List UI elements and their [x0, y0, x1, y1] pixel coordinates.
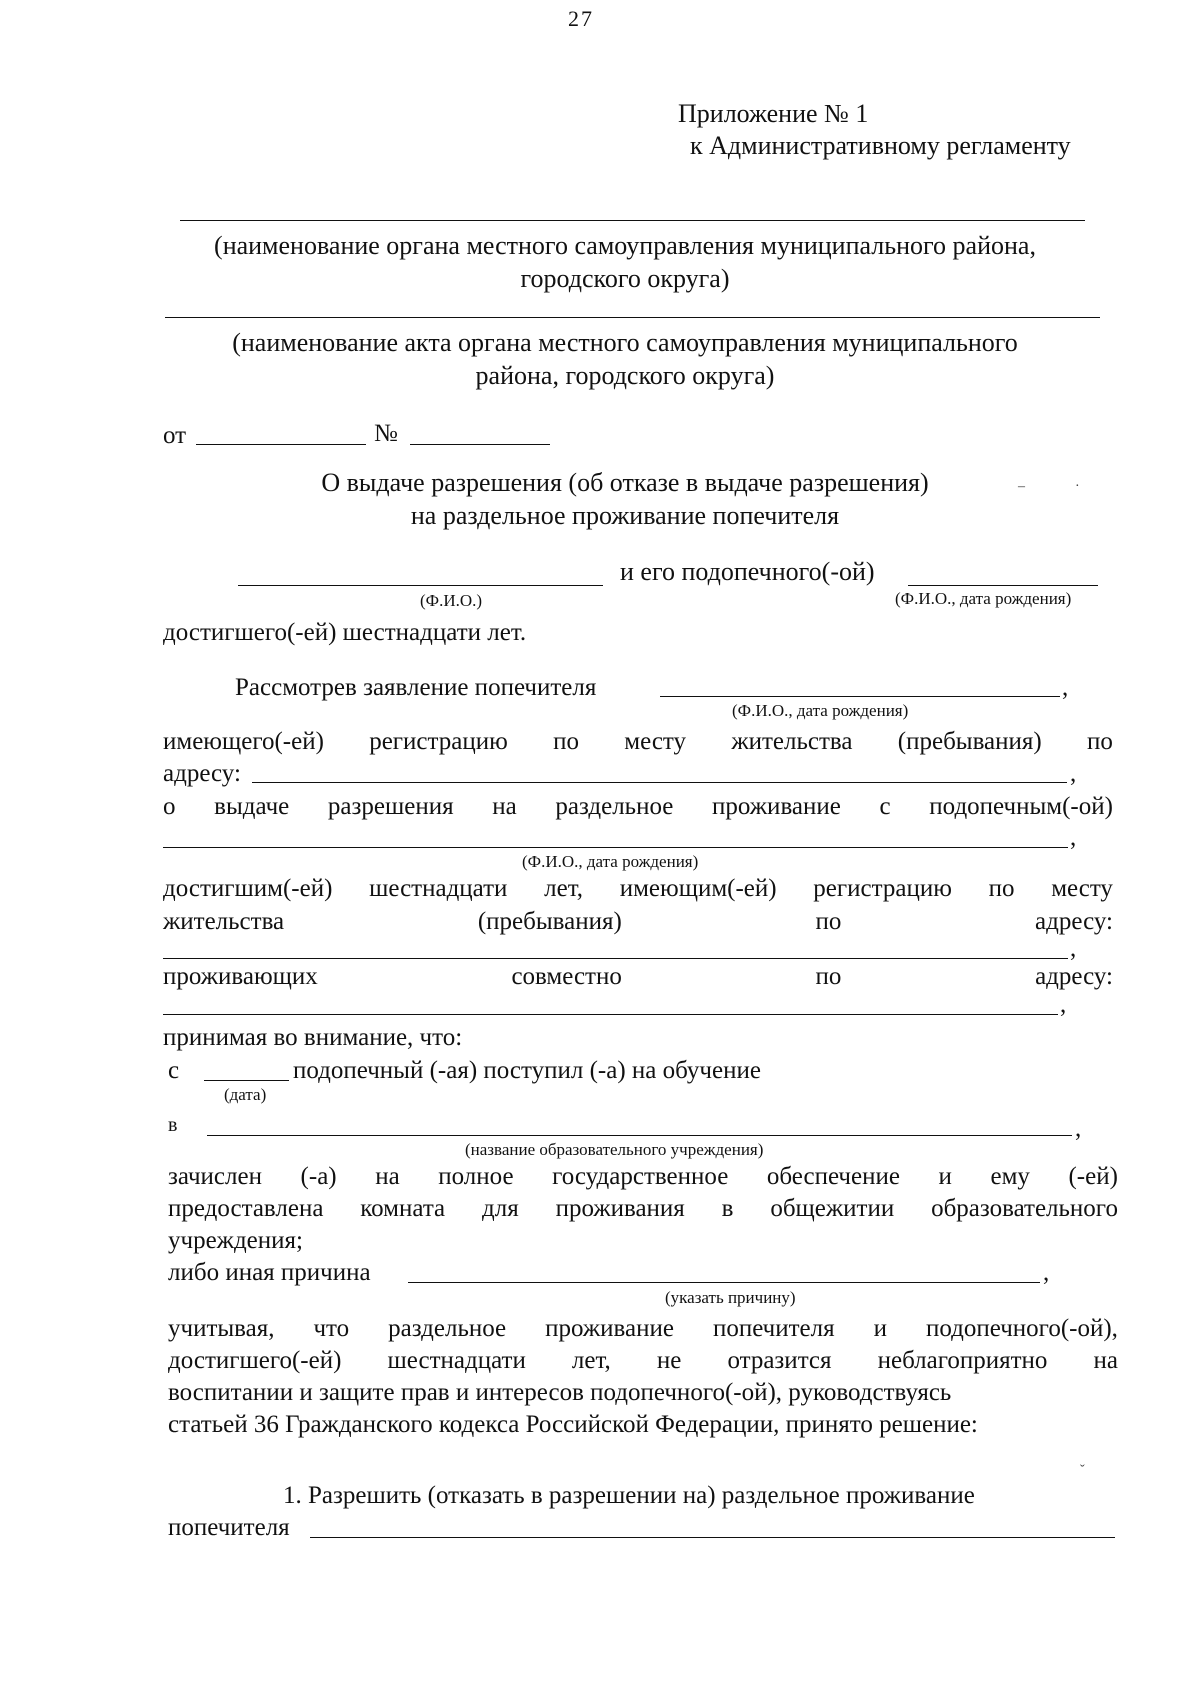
appendix-line1: Приложение № 1: [678, 99, 869, 128]
enrolled-line3: учреждения;: [168, 1227, 303, 1254]
enrolled-line2: предоставлена комната для проживания в общежитии образовательного: [168, 1195, 1118, 1222]
number-blank[interactable]: [410, 444, 550, 445]
page-number: 27: [568, 6, 594, 31]
ward-line1: достигшим(-ей) шестнадцати лет, имеющим(-ей) регистрацию по месту: [163, 875, 1113, 902]
scan-mark-2: ˇ: [1080, 1463, 1085, 1478]
ward-address-blank[interactable]: [163, 958, 1068, 959]
institution-blank[interactable]: [207, 1135, 1072, 1136]
item1-line2: попечителя: [168, 1514, 290, 1541]
ward-line2: жительства (пребывания) по адресу:: [163, 908, 1113, 935]
title-line1: О выдаче разрешения (об отказе в выдаче разрешения): [321, 468, 929, 497]
study-prefix: с: [168, 1057, 180, 1084]
registration-address-label: адресу:: [163, 760, 241, 787]
institution-caption: (название образовательного учреждения): [465, 1140, 764, 1159]
date-from-label: от: [163, 422, 187, 449]
considered-text: Рассмотрев заявление попечителя: [235, 674, 597, 701]
ward-fio-dob-caption: (Ф.И.О., дата рождения): [895, 589, 1072, 608]
act-blank[interactable]: [165, 317, 1100, 318]
authority-caption-line2: городского округа): [520, 264, 730, 293]
act-caption-line2: района, городского округа): [475, 361, 775, 390]
number-sign: №: [374, 420, 398, 447]
other-reason-comma: ,: [1043, 1259, 1050, 1286]
date-blank[interactable]: [196, 444, 366, 445]
decision-line1: учитывая, что раздельное проживание попечителя и подопечного(-ой),: [168, 1315, 1118, 1342]
considered-caption: (Ф.И.О., дата рождения): [732, 701, 909, 720]
registration-comma: ,: [1070, 760, 1077, 787]
guardian-fio-caption: (Ф.И.О.): [420, 591, 483, 610]
issue-ward-blank[interactable]: [163, 847, 1068, 848]
guardian-fio-blank[interactable]: [238, 585, 603, 586]
ward-comma: ,: [1070, 935, 1077, 962]
cohabit-address-blank[interactable]: [163, 1014, 1058, 1015]
decision-line2: достигшего(-ей) шестнадцати лет, не отразится неблагоприятно на: [168, 1347, 1118, 1374]
other-reason-text: либо иная причина: [168, 1259, 371, 1286]
cohabit-line: проживающих совместно по адресу:: [163, 963, 1113, 990]
study-text: подопечный (-ая) поступил (-а) на обучение: [293, 1057, 761, 1084]
ward-fio-blank[interactable]: [908, 585, 1098, 586]
other-reason-caption: (указать причину): [665, 1288, 796, 1307]
authority-blank[interactable]: [180, 220, 1085, 221]
other-reason-blank[interactable]: [408, 1282, 1040, 1283]
issue-caption: (Ф.И.О., дата рождения): [522, 852, 699, 871]
reached-16-text: достигшего(-ей) шестнадцати лет.: [163, 619, 527, 646]
act-caption-line1: (наименование акта органа местного самоуправления муниципального: [232, 328, 1018, 357]
registration-line: имеющего(-ей) регистрацию по месту жительства (пребывания) по: [163, 728, 1113, 755]
issue-line: о выдаче разрешения на раздельное проживание с подопечным(-ой): [163, 793, 1113, 820]
decision-line3: воспитании и защите прав и интересов подопечного(-ой), руководствуясь: [168, 1379, 952, 1406]
decision-line4: статьей 36 Гражданского кодекса Российской Федерации, принято решение:: [168, 1411, 978, 1438]
considering-text: принимая во внимание, что:: [163, 1024, 463, 1051]
scan-mark: –: [1018, 479, 1025, 494]
authority-caption-line1: (наименование органа местного самоуправления муниципального района,: [214, 231, 1036, 260]
study-date-caption: (дата): [224, 1085, 267, 1104]
scan-dot: ·: [1075, 479, 1080, 494]
appendix-line2: к Административному регламенту: [690, 131, 1071, 160]
institution-prefix: в: [168, 1114, 178, 1136]
institution-comma: ,: [1075, 1115, 1082, 1142]
cohabit-comma: ,: [1060, 991, 1067, 1018]
guardian-connector: и его подопечного(-ой): [620, 557, 875, 586]
item1-line1: 1. Разрешить (отказать в разрешении на) раздельное проживание: [283, 1482, 975, 1509]
item1-guardian-blank[interactable]: [310, 1537, 1115, 1538]
considered-comma: ,: [1062, 674, 1069, 701]
considered-blank[interactable]: [660, 696, 1060, 697]
issue-comma: ,: [1070, 824, 1077, 851]
study-date-blank[interactable]: [204, 1080, 289, 1081]
registration-address-blank[interactable]: [252, 782, 1067, 783]
title-line2: на раздельное проживание попечителя: [410, 501, 840, 530]
enrolled-line1: зачислен (-а) на полное государственное обеспечение и ему (-ей): [168, 1163, 1118, 1190]
